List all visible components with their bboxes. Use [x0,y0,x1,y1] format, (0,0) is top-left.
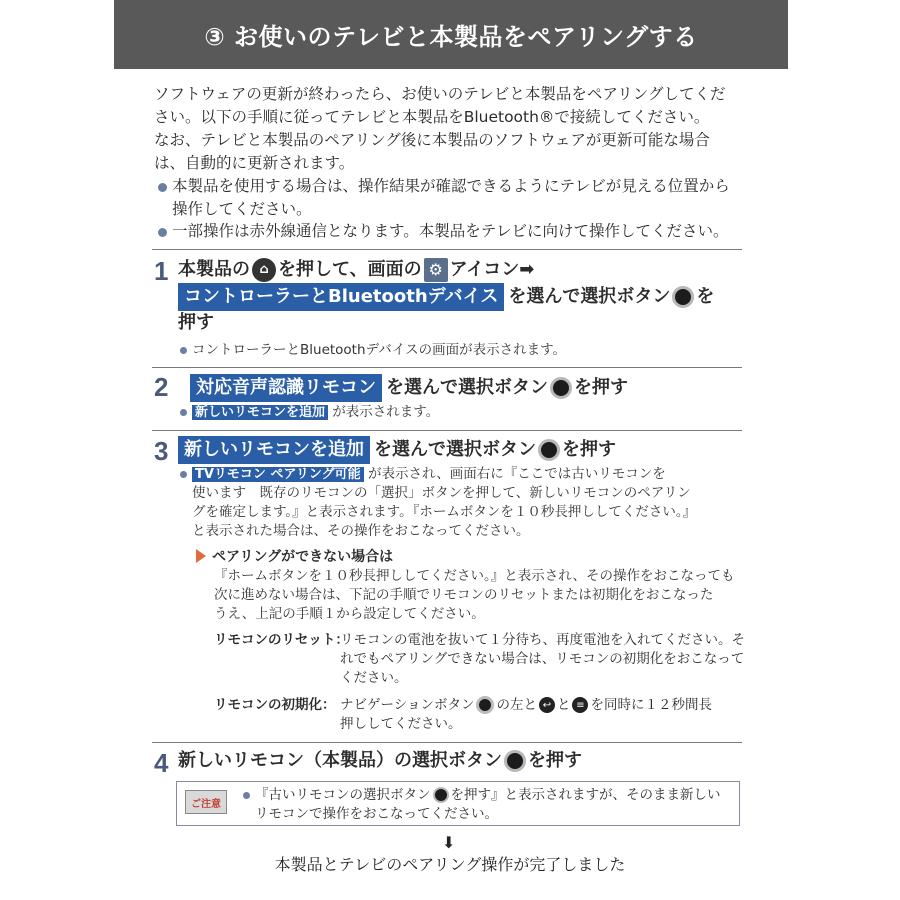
back-icon: ↩ [539,697,555,713]
reset-definition [214,631,746,688]
menu-item-voice-remote: 対応音声認識リモコン [190,374,382,402]
init-text: と [556,697,571,713]
bullet-usage [156,175,764,221]
step-2-note [180,403,752,422]
bullet-text: 本製品を使用する場合は、操作結果が確認できるようにテレビが見える位置から [172,177,730,195]
caution-text-part: を押す』と表示されますが、そのまま新しい [450,787,721,803]
init-text: を同時に１２秒間長 [590,697,712,713]
step-3-line [178,436,616,464]
step-1-line-1 [178,257,534,283]
divider [152,742,742,743]
step-2-line [190,374,628,402]
menu-icon: ≡ [572,697,588,713]
gear-icon: ⚙ [424,258,448,282]
step-2-note-text: が表示されます。 [332,404,440,420]
select-button-icon [672,286,694,308]
select-button-icon [538,439,560,461]
init-term: リモコンの初期化： [214,697,336,713]
trouble-line: うえ、上記の手順１から設定してください。 [214,606,485,622]
init-text: の左と [496,697,537,713]
caution-badge: ご注意 [185,790,227,814]
trouble-body [214,567,744,624]
step-2-text: を選んで選択ボタン [386,377,548,398]
step-1-text: を選んで選択ボタン [508,286,671,307]
trouble-line: 次に進めない場合は、下記の手順でリモコンのリセットまたは初期化をおこなった [214,587,714,603]
caution-text [243,786,745,824]
divider [152,249,742,250]
trouble-heading [196,546,393,566]
step-2-number: 2 [154,372,169,402]
trouble-title: ペアリングができない場合は [212,549,394,565]
step-1-text: アイコン➡ [449,259,535,280]
init-definition [214,696,746,734]
caution-line: リモコンで操作をおこなってください。 [255,806,498,822]
navigation-button-icon [476,696,494,714]
step-3-note-line [192,465,754,484]
init-text: 押ししてください。 [340,716,462,732]
caution-line [255,786,745,805]
step-3-note [180,465,754,541]
triangle-icon [196,549,206,563]
status-tv-remote-pairing: TVリモコン ペアリング可能 [192,467,364,482]
intro-line: さい。以下の手順に従ってテレビと本製品をBluetooth®で接続してください。 [154,108,710,126]
step-4-text: 新しいリモコン（本製品）の選択ボタン [178,750,502,771]
caution-box [176,781,740,826]
step-3-note-line: グを確定します。』と表示されます。『ホームボタンを１０秒長押ししてください。』 [192,504,697,520]
menu-item-add-remote: 新しいリモコンを追加 [192,405,328,420]
step-3-note-line: と表示された場合は、その操作をおこなってください。 [192,523,530,539]
intro-line: なお、テレビと本製品のペアリング後に本製品のソフトウェアが更新可能な場合 [154,131,710,149]
step-2-text: を押す [574,377,628,398]
select-button-icon [433,787,449,803]
menu-item-add-new-remote: 新しいリモコンを追加 [178,436,370,464]
step-3-text: を押す [562,439,616,460]
init-desc [340,696,746,734]
step-1-text: を [696,286,715,307]
step-1-text: 押す [178,312,214,333]
step-4-line [178,748,582,774]
step-1-note-text: コントローラーとBluetoothデバイスの画面が表示されます。 [192,342,567,358]
step-3-text: を選んで選択ボタン [374,439,536,460]
bullet-text: 操作してください。 [172,200,312,218]
step-3-note-line: 使います 既存のリモコンの「選択」ボタンを押して、新しいリモコンのペアリン [192,485,691,501]
intro-line: は、自動的に更新されます。 [154,154,355,172]
reset-desc: リモコンの電池を抜いて１分待ち、再度電池を入れてください。それでもペアリングできない場合は、リモコンの初期化をおこなってください。 [340,632,745,686]
caution-text-part: 『古いリモコンの選択ボタン [255,787,431,803]
step-1-number: 1 [154,256,169,286]
step-1-text: 本製品の [178,259,250,280]
divider [152,367,742,368]
divider [152,430,742,431]
intro-paragraph [154,83,748,175]
step-4-text: を押す [528,750,582,771]
step-1-line-2 [178,283,714,311]
trouble-line: 『ホームボタンを１０秒長押ししてください。』と表示され、その操作をおこなっても [214,568,735,584]
header-title: ③ お使いのテレビと本製品をペアリングする [204,23,698,51]
page-header [114,0,788,69]
intro-line: ソフトウェアの更新が終わったら、お使いのテレビと本製品をペアリングしてくだ [154,85,726,103]
reset-term: リモコンのリセット： [214,632,349,648]
select-button-icon [550,377,572,399]
step-3-number: 3 [154,436,169,466]
step-1-line-3 [178,310,214,336]
step-4-number: 4 [154,748,169,778]
select-button-icon [504,750,526,772]
bullet-infrared [156,220,764,243]
step-1-note [180,341,752,360]
step-3-note-text: が表示され、画面右に『ここでは古いリモコンを [367,466,666,482]
step-1-text: を押して、画面の [278,259,422,280]
home-icon: ⌂ [252,258,276,282]
menu-item-controller-bluetooth: コントローラーとBluetoothデバイス [178,283,504,311]
bullet-text: 一部操作は赤外線通信となります。本製品をテレビに向けて操作してください。 [172,222,729,240]
completion-message: 本製品とテレビのペアリング操作が完了しました [274,855,626,874]
init-text: ナビゲーションボタン [340,697,475,713]
arrow-down-icon: ⬇ [442,833,456,852]
